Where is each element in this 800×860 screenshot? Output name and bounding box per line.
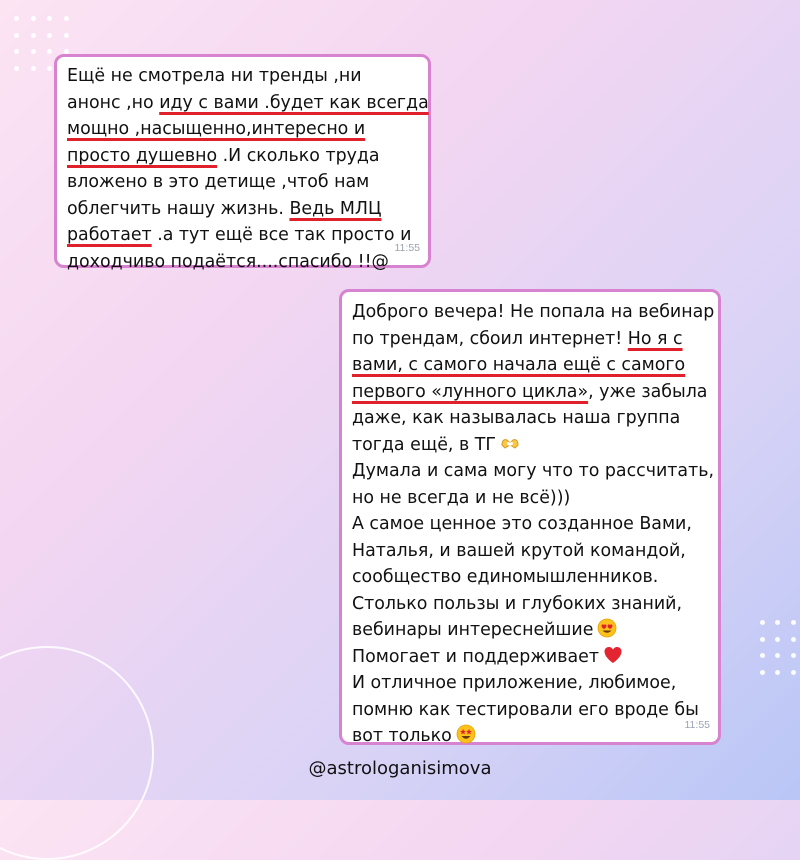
text-segment: помню как тестировали его вроде бы xyxy=(352,699,699,720)
text-segment: А самое ценное это созданное Вами, xyxy=(352,514,692,534)
text-segment: Помогает и поддерживает xyxy=(352,646,599,667)
text-segment: Наталья, и вашей крутой командой, xyxy=(352,540,686,561)
text-segment: тогда ещё, в ТГ xyxy=(352,434,496,455)
decorative-dots xyxy=(760,620,800,680)
underlined-text: просто душевно xyxy=(67,145,218,166)
underlined-text: Но я с xyxy=(627,328,683,349)
message-line xyxy=(67,169,420,196)
text-segment: .а тут ещё все так просто и xyxy=(151,225,412,245)
red-heart-emoji xyxy=(603,645,623,665)
text-segment: но не всегда и не всё))) xyxy=(352,487,571,508)
text-segment: , уже забыла xyxy=(588,381,708,402)
star-struck-emoji xyxy=(456,724,476,744)
message-timestamp: 11:55 xyxy=(394,241,420,254)
text-segment: .И сколько труда xyxy=(217,145,380,166)
message-line xyxy=(352,591,710,618)
message-line xyxy=(352,617,710,644)
message-line xyxy=(352,432,710,459)
underlined-text: первого «лунного цикла» xyxy=(352,381,589,402)
message-line xyxy=(67,222,420,249)
message-line xyxy=(352,538,710,565)
text-segment: Доброго вечера! Не попала на вебинар xyxy=(352,302,715,322)
message-line xyxy=(352,299,715,326)
message-line xyxy=(352,458,714,485)
heart-eyes-emoji xyxy=(597,618,617,638)
message-bubble-1 xyxy=(54,54,431,272)
message-bubble-2 xyxy=(339,289,721,745)
message-line xyxy=(67,249,420,276)
underlined-text: Ведь МЛЦ xyxy=(289,198,382,219)
text-segment: сообщество единомышленников. xyxy=(352,567,659,587)
heart-hands-emoji xyxy=(500,433,520,453)
message-line xyxy=(352,564,710,591)
message-text xyxy=(67,63,429,275)
text-segment: вот только xyxy=(352,726,452,746)
text-segment: Думала и сама могу что то рассчитать, xyxy=(352,461,714,481)
message-line xyxy=(67,63,420,90)
text-segment: по трендам, сбоил интернет! xyxy=(352,328,628,349)
message-line xyxy=(352,485,710,512)
text-segment: доходчиво подаётся....спасибо !!@ xyxy=(67,251,389,272)
text-segment: даже, как называлась наша группа xyxy=(352,408,681,428)
message-line xyxy=(352,511,710,538)
message-line xyxy=(67,196,420,223)
message-line xyxy=(352,670,710,697)
text-segment: вложено в это детище ,чтоб нам xyxy=(67,172,370,192)
message-line xyxy=(67,116,420,143)
message-line xyxy=(352,697,710,724)
message-line xyxy=(352,379,710,406)
message-line xyxy=(352,723,710,750)
text-segment: облегчить нашу жизнь. xyxy=(67,198,290,219)
underlined-text: работает xyxy=(67,225,152,245)
message-line xyxy=(352,644,710,671)
text-segment: Столько пользы и глубоких знаний, xyxy=(352,593,682,614)
text-segment: Ещё не смотрела ни тренды ,ни xyxy=(67,66,362,86)
message-text xyxy=(352,299,715,750)
message-line xyxy=(352,405,710,432)
message-line xyxy=(352,326,710,353)
message-line xyxy=(67,90,429,117)
underlined-text: вами, с самого начала ещё с самого xyxy=(352,355,686,375)
author-handle: @astrologanisimova xyxy=(308,758,492,779)
text-segment: И отличное приложение, любимое, xyxy=(352,673,677,693)
message-line xyxy=(67,143,420,170)
text-segment: анонс ,но xyxy=(67,92,160,113)
message-line xyxy=(352,352,710,379)
decorative-circle xyxy=(0,646,154,860)
message-timestamp: 11:55 xyxy=(684,718,710,731)
text-segment: вебинары интереснейшие xyxy=(352,620,594,640)
underlined-text: мощно ,насыщенно,интересно и xyxy=(67,119,366,139)
underlined-text: иду с вами .будет как всегда xyxy=(159,92,429,113)
